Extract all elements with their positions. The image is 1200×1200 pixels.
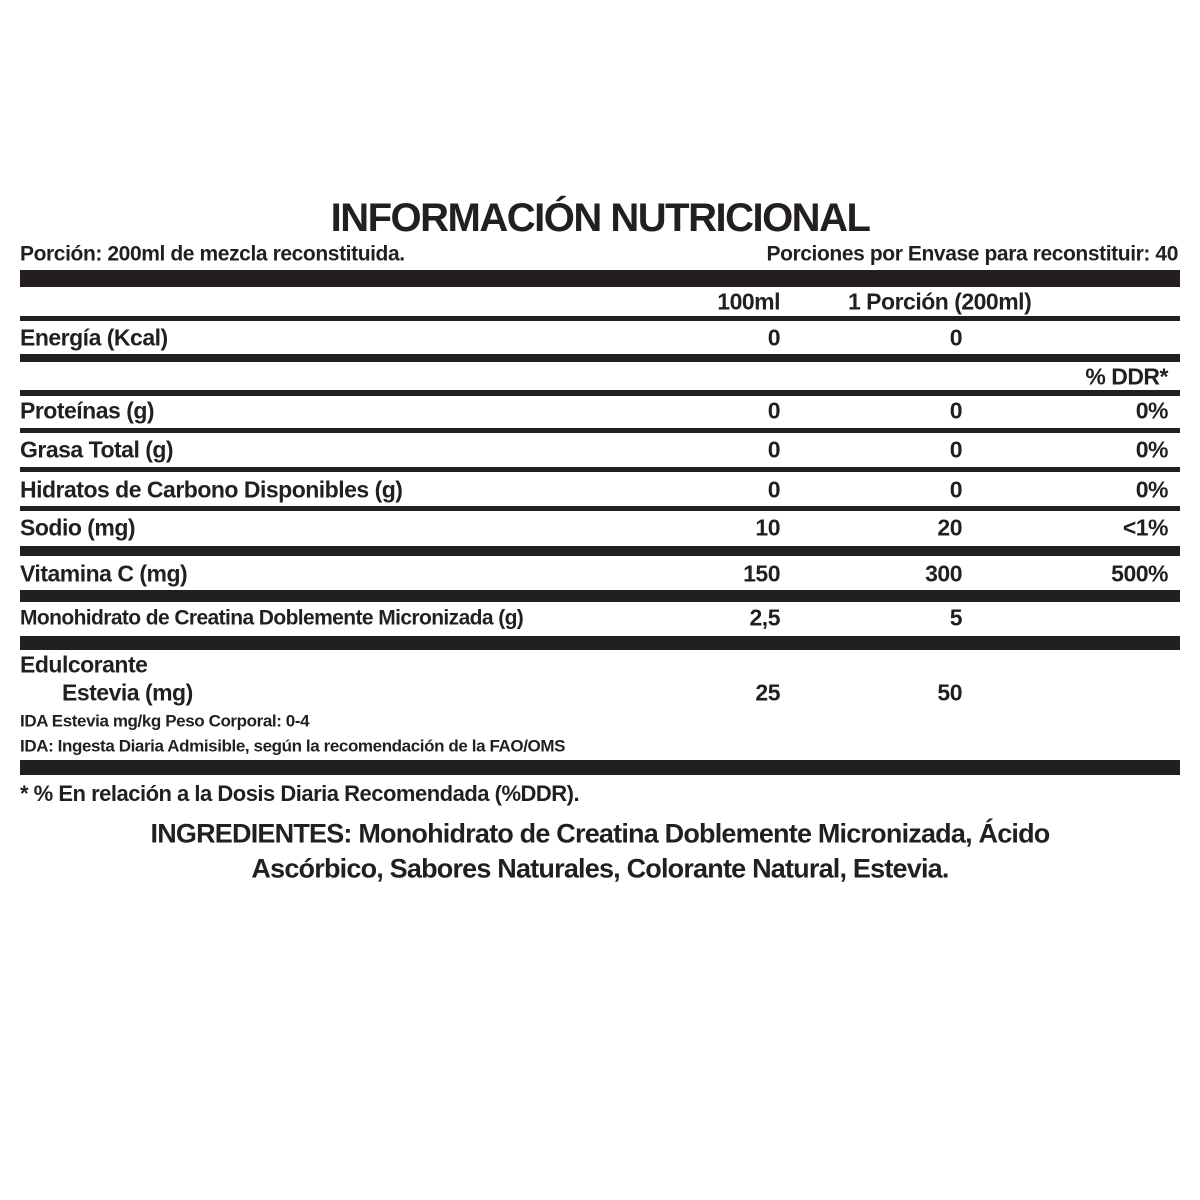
ddr-footnote: * % En relación a la Dosis Diaria Recomendada (%DDR).	[20, 781, 580, 806]
divider	[20, 467, 1180, 472]
row-label: Hidratos de Carbono Disponibles (g)	[20, 476, 403, 503]
energy-100ml: 0	[767, 324, 780, 351]
divider	[20, 546, 1180, 556]
sweetener-heading: Edulcorante	[20, 651, 148, 678]
divider	[20, 316, 1180, 321]
creatine-label: Monohidrato de Creatina Doblemente Micronizada (g)	[20, 606, 524, 630]
servings-per-container: Porciones por Envase para reconstituir: 40	[766, 242, 1178, 266]
row-100ml: 150	[743, 560, 780, 587]
divider-thick	[20, 760, 1180, 775]
row-100ml: 0	[767, 397, 780, 424]
column-header-ddr: % DDR*	[1085, 363, 1168, 390]
row-portion: 0	[949, 436, 962, 463]
portion-size: Porción: 200ml de mezcla reconstituida.	[20, 242, 405, 266]
creatine-100ml: 2,5	[749, 604, 780, 631]
row-100ml: 0	[767, 436, 780, 463]
row-ddr: <1%	[1122, 514, 1168, 541]
energy-portion: 0	[949, 324, 962, 351]
row-ddr: 0%	[1135, 476, 1168, 503]
row-ddr: 500%	[1111, 560, 1168, 587]
row-portion: 20	[937, 514, 962, 541]
sweetener-portion: 50	[937, 679, 962, 706]
divider-thick	[20, 636, 1180, 650]
sweetener-100ml: 25	[755, 679, 780, 706]
row-portion: 300	[925, 560, 962, 587]
row-100ml: 0	[767, 476, 780, 503]
divider	[20, 506, 1180, 511]
divider	[20, 390, 1180, 396]
creatine-portion: 5	[949, 604, 962, 631]
row-ddr: 0%	[1135, 397, 1168, 424]
ingredients-line-1: INGREDIENTES: Monohidrato de Creatina Doblemente Micronizada, Ácido	[150, 818, 1050, 849]
divider	[20, 354, 1180, 362]
row-label: Vitamina C (mg)	[20, 560, 188, 587]
ida-definition-note: IDA: Ingesta Diaria Admisible, según la recomendación de la FAO/OMS	[20, 736, 566, 756]
row-label: Sodio (mg)	[20, 514, 136, 541]
row-label: Grasa Total (g)	[20, 436, 174, 463]
column-header-100ml: 100ml	[717, 288, 780, 315]
sweetener-label: Estevia (mg)	[62, 679, 193, 706]
row-ddr: 0%	[1135, 436, 1168, 463]
ida-value-note: IDA Estevia mg/kg Peso Corporal: 0-4	[20, 711, 310, 731]
row-label: Proteínas (g)	[20, 397, 155, 424]
energy-label: Energía (Kcal)	[20, 324, 168, 351]
divider-thick	[20, 590, 1180, 602]
divider-thick	[20, 270, 1180, 287]
row-portion: 0	[949, 397, 962, 424]
column-header-portion: 1 Porción (200ml)	[848, 288, 1032, 315]
row-portion: 0	[949, 476, 962, 503]
label-title: INFORMACIÓN NUTRICIONAL	[330, 196, 870, 240]
divider	[20, 428, 1180, 433]
row-100ml: 10	[755, 514, 780, 541]
ingredients-line-2: Ascórbico, Sabores Naturales, Colorante Natural, Estevia.	[251, 853, 949, 884]
